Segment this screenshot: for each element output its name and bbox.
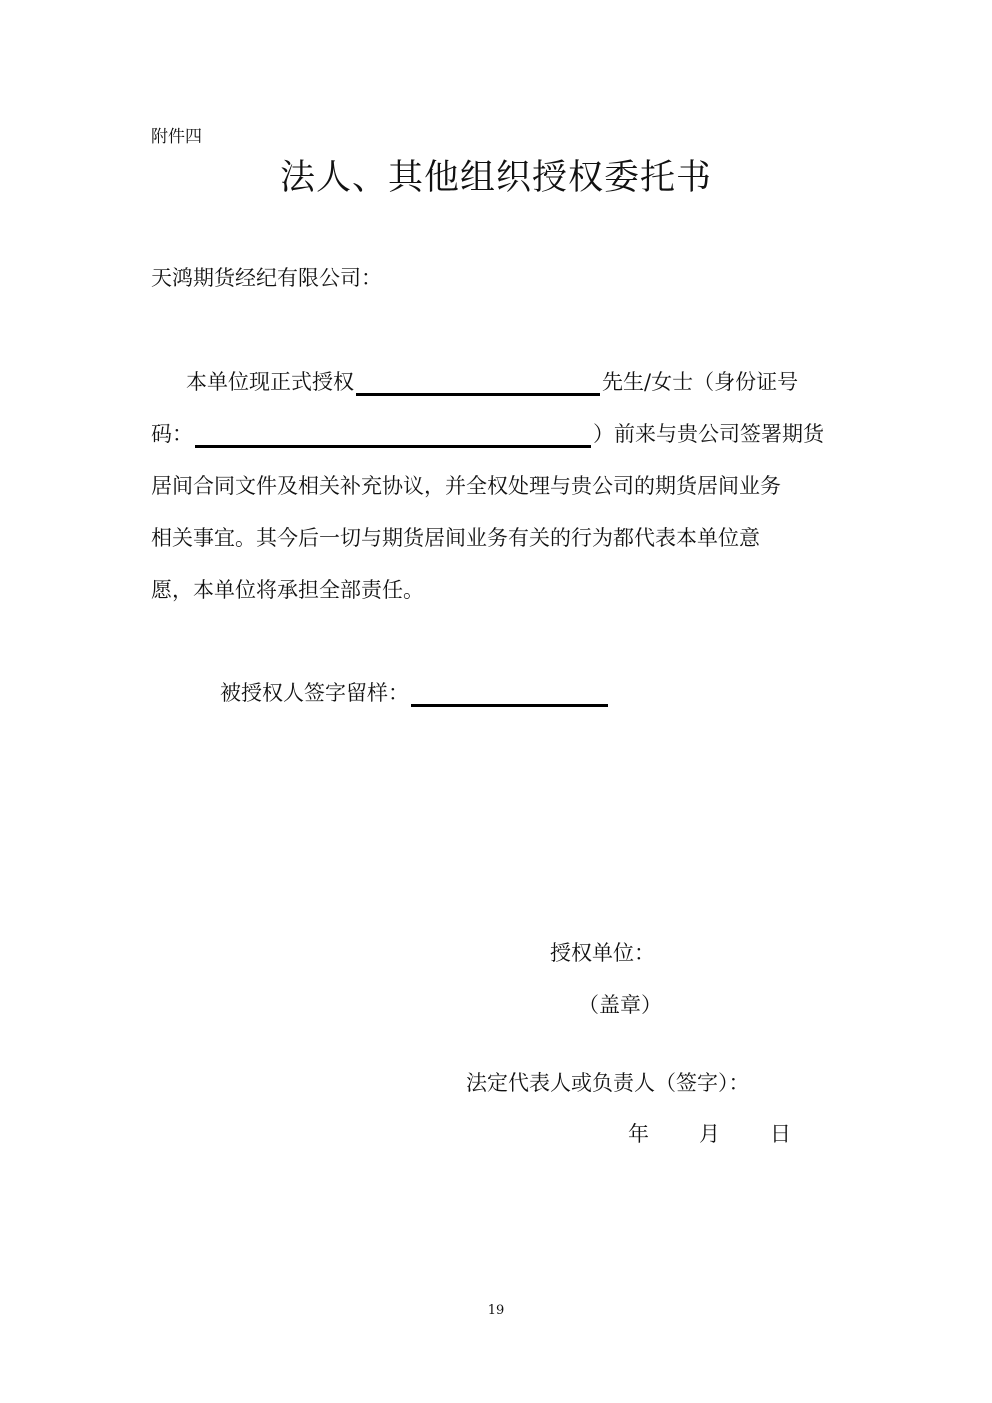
body-line-5: 愿，本单位将承担全部责任。 (151, 578, 424, 602)
body-line-3: 居间合同文件及相关补充协议，并全权处理与贵公司的期货居间业务 (151, 474, 781, 498)
body-line-1 (151, 366, 841, 396)
authorized-person-name-field[interactable] (356, 371, 600, 396)
page-number: 19 (487, 1303, 505, 1318)
id-number-suffix: ）前来与贵公司签署期货 (593, 422, 824, 446)
attachment-label: 附件四 (151, 127, 202, 147)
authorize-prefix: 本单位现正式授权 (186, 370, 354, 394)
legal-representative-label: 法定代表人或负责人（签字）： (466, 1071, 750, 1095)
id-number-field[interactable] (195, 423, 591, 448)
date-row (628, 1118, 791, 1148)
body-line-4: 相关事宜。其今后一切与期货居间业务有关的行为都代表本单位意 (151, 526, 760, 550)
signature-sample-field[interactable] (411, 682, 608, 707)
signature-sample-row (220, 677, 610, 707)
date-year: 年 (628, 1122, 649, 1146)
seal-label: （盖章） (578, 993, 662, 1017)
document-title: 法人、其他组织授权委托书 (279, 158, 712, 198)
date-day: 日 (770, 1122, 791, 1146)
authorizing-unit-label: 授权单位： (550, 941, 655, 965)
body-line-2 (151, 418, 841, 448)
signature-sample-label: 被授权人签字留样： (220, 681, 409, 705)
recipient-line: 天鸿期货经纪有限公司： (151, 266, 382, 290)
authorize-suffix: 先生/女士（身份证号 (602, 370, 799, 394)
id-number-prefix: 码： (151, 422, 193, 446)
date-month: 月 (699, 1122, 720, 1146)
